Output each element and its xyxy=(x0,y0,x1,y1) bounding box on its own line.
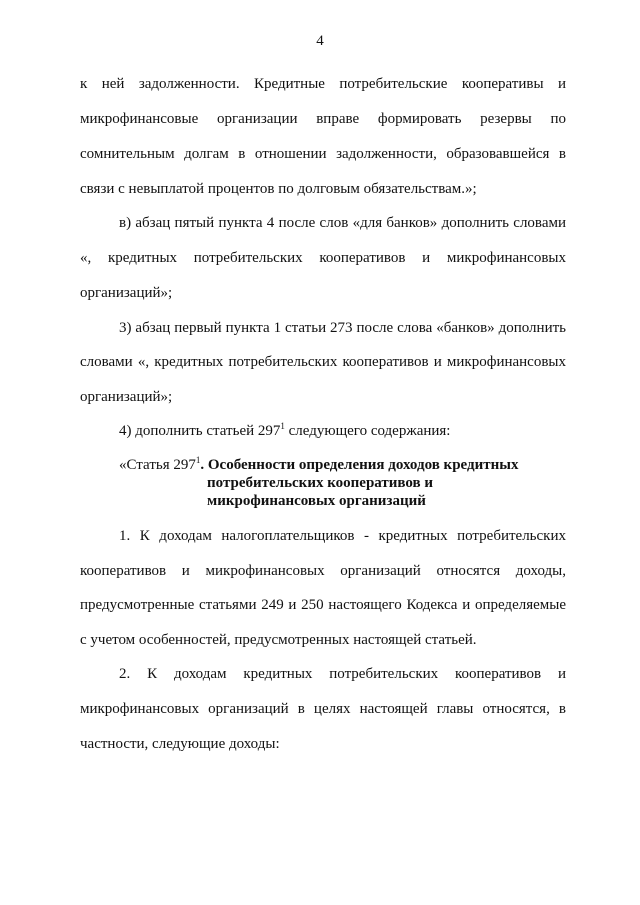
item4-text: 4) дополнить статьей 297 xyxy=(119,423,281,439)
article-title-line3: микрофинансовых организаций xyxy=(207,493,426,509)
text-line-item4 xyxy=(119,421,566,441)
article-title-line2: потребительских кооперативов и xyxy=(207,475,434,491)
text-line: «, кредитных потребительских кооперативов и микрофинансовых xyxy=(80,250,566,266)
text-line: 3) абзац первый пункта 1 статьи 273 после слова «банков» дополнить xyxy=(119,320,566,336)
text-line: 2. К доходам кредитных потребительских кооперативов и xyxy=(119,666,566,682)
article-superscript: 1 xyxy=(195,455,201,465)
text-line: связи с невыплатой процентов по долговым обязательствам.»; xyxy=(80,181,477,197)
text-line: в) абзац пятый пункта 4 после слов «для банков» дополнить словами xyxy=(119,215,566,231)
text-line: организаций»; xyxy=(80,389,173,405)
page-number: 4 xyxy=(316,33,324,49)
item4-superscript: 1 xyxy=(280,421,285,431)
item4-tail: следующего содержания: xyxy=(284,423,451,439)
text-line: 1. К доходам налогоплательщиков - кредитных потребительских xyxy=(119,528,566,544)
text-line: частности, следующие доходы: xyxy=(80,736,280,752)
article-title-line1: Особенности определения доходов кредитных xyxy=(204,457,519,473)
text-line: словами «, кредитных потребительских кооперативов и микрофинансовых xyxy=(80,354,566,370)
article-heading xyxy=(119,456,579,510)
text-line: к ней задолженности. Кредитные потребительские кооперативы и xyxy=(80,76,566,92)
text-line: сомнительным долгам в отношении задолженности, образовавшейся в xyxy=(80,146,566,162)
article-prefix: «Статья 297 xyxy=(119,457,196,473)
text-line: с учетом особенностей, предусмотренных настоящей статьей. xyxy=(80,632,477,648)
article-dot: . xyxy=(200,457,205,473)
text-line: кооперативов и микрофинансовых организаций относятся доходы, xyxy=(80,563,566,579)
text-line: микрофинансовых организаций в целях настоящей главы относятся, в xyxy=(80,701,566,717)
text-line: организаций»; xyxy=(80,285,173,301)
text-line: микрофинансовые организации вправе формировать резервы по xyxy=(80,111,566,127)
text-line: предусмотренные статьями 249 и 250 настоящего Кодекса и определяемые xyxy=(80,597,566,613)
